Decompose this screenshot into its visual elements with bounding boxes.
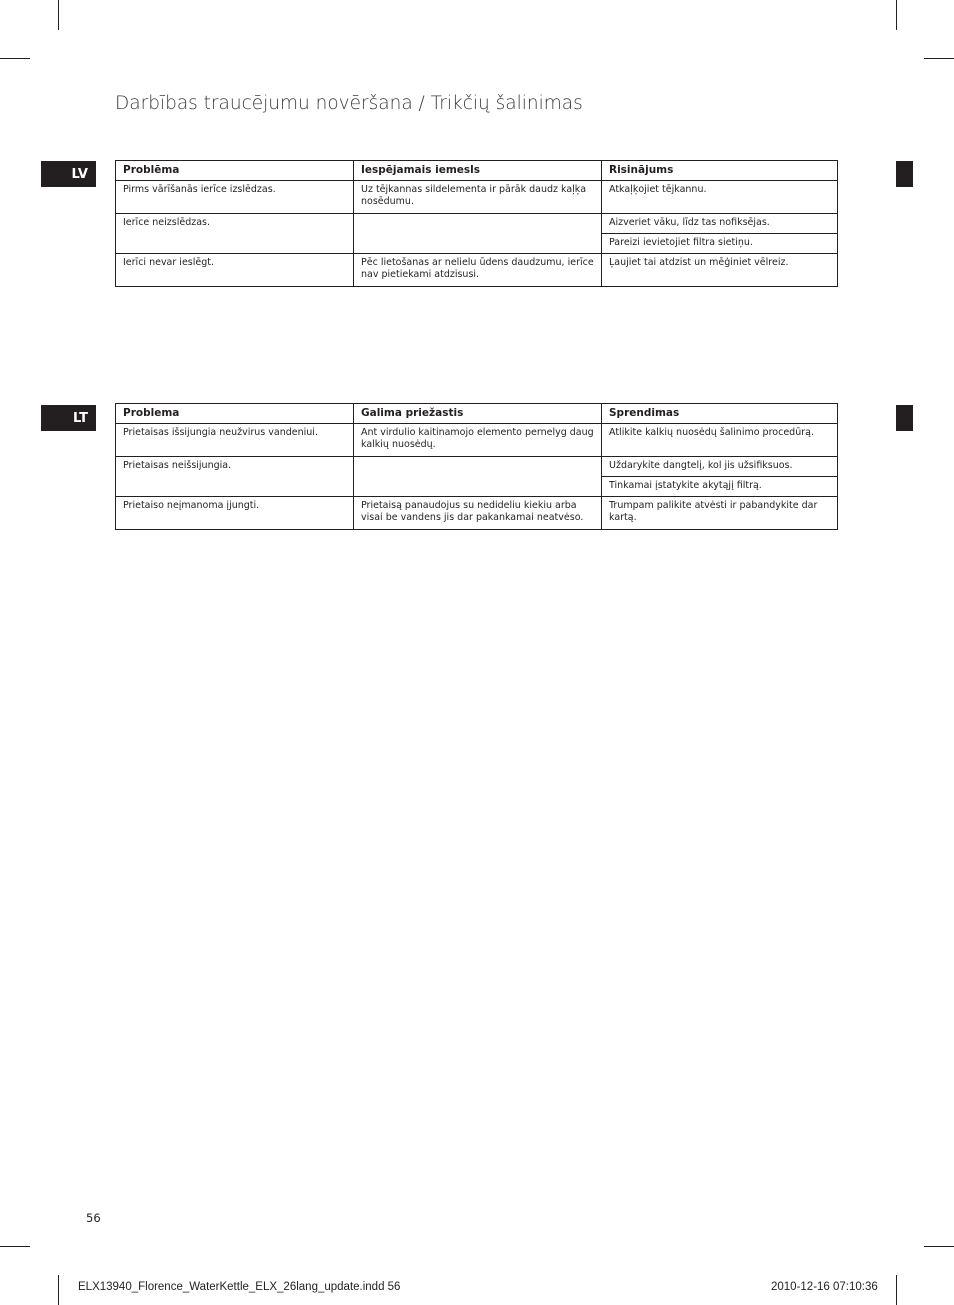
header-solution: Sprendimas xyxy=(602,404,838,424)
solution-cell: Tinkamai įstatykite akytąjį filtrą. xyxy=(602,477,838,497)
crop-mark xyxy=(58,1275,59,1305)
crop-mark xyxy=(896,1275,897,1305)
solution-cell: Aizveriet vāku, līdz tas nofiksējas. xyxy=(602,214,838,234)
edge-tab xyxy=(896,161,913,187)
header-cause: Iespējamais iemesls xyxy=(354,161,602,181)
solution-cell: Trumpam palikite atvėsti ir pabandykite dar kartą. xyxy=(602,497,838,530)
cause-cell: Uz tējkannas sildelementa ir pārāk daudz kaļķa nosēdumu. xyxy=(354,181,602,214)
crop-mark xyxy=(924,1246,954,1247)
cause-cell: Pēc lietošanas ar nelielu ūdens daudzumu, ierīce nav pietiekami atdzisusi. xyxy=(354,254,602,287)
problem-cell: Prietaisas neišsijungia. xyxy=(116,457,354,497)
language-tab-lv: LV xyxy=(41,161,96,187)
solution-cell: Pareizi ievietojiet filtra sietiņu. xyxy=(602,234,838,254)
header-solution: Risinājums xyxy=(602,161,838,181)
table-row xyxy=(116,424,838,457)
table-header-row xyxy=(116,161,838,181)
table-row xyxy=(116,214,838,234)
cause-cell: Ant virdulio kaitinamojo elemento pernelyg daug kalkių nuosėdų. xyxy=(354,424,602,457)
language-tab-lt: LT xyxy=(41,405,96,431)
edge-tab xyxy=(896,405,913,431)
table-row xyxy=(116,181,838,214)
table-row xyxy=(116,254,838,287)
crop-mark xyxy=(924,58,954,59)
cause-cell: Prietaisą panaudojus su nedideliu kiekiu arba visai be vandens jis dar pakankamai neatvėso. xyxy=(354,497,602,530)
table-header-row xyxy=(116,404,838,424)
page-number: 56 xyxy=(86,1211,101,1225)
table-row xyxy=(116,497,838,530)
cause-cell xyxy=(354,457,602,497)
header-cause: Galima priežastis xyxy=(354,404,602,424)
solution-cell: Atlikite kalkių nuosėdų šalinimo procedūrą. xyxy=(602,424,838,457)
problem-cell: Pirms vārīšanās ierīce izslēdzas. xyxy=(116,181,354,214)
crop-mark xyxy=(58,0,59,30)
problem-cell: Ierīci nevar ieslēgt. xyxy=(116,254,354,287)
problem-cell: Ierīce neizslēdzas. xyxy=(116,214,354,254)
table-row xyxy=(116,457,838,477)
problem-cell: Prietaiso neįmanoma įjungti. xyxy=(116,497,354,530)
crop-mark xyxy=(0,1246,30,1247)
header-problem: Problēma xyxy=(116,161,354,181)
page-title: Darbības traucējumu novēršana / Trikčių šalinimas xyxy=(115,93,583,114)
troubleshooting-table-lt xyxy=(115,403,838,530)
header-problem: Problema xyxy=(116,404,354,424)
solution-cell: Uždarykite dangtelį, kol jis užsifiksuos. xyxy=(602,457,838,477)
solution-cell: Ļaujiet tai atdzist un mēģiniet vēlreiz. xyxy=(602,254,838,287)
crop-mark xyxy=(896,0,897,30)
troubleshooting-table-lv xyxy=(115,160,838,287)
problem-cell: Prietaisas išsijungia neužvirus vandeniui. xyxy=(116,424,354,457)
footer-file-name: ELX13940_Florence_WaterKettle_ELX_26lang_update.indd 56 xyxy=(78,1281,401,1293)
cause-cell xyxy=(354,214,602,254)
footer-datetime: 2010-12-16 07:10:36 xyxy=(771,1281,878,1293)
solution-cell: Atkaļķojiet tējkannu. xyxy=(602,181,838,214)
crop-mark xyxy=(0,58,30,59)
